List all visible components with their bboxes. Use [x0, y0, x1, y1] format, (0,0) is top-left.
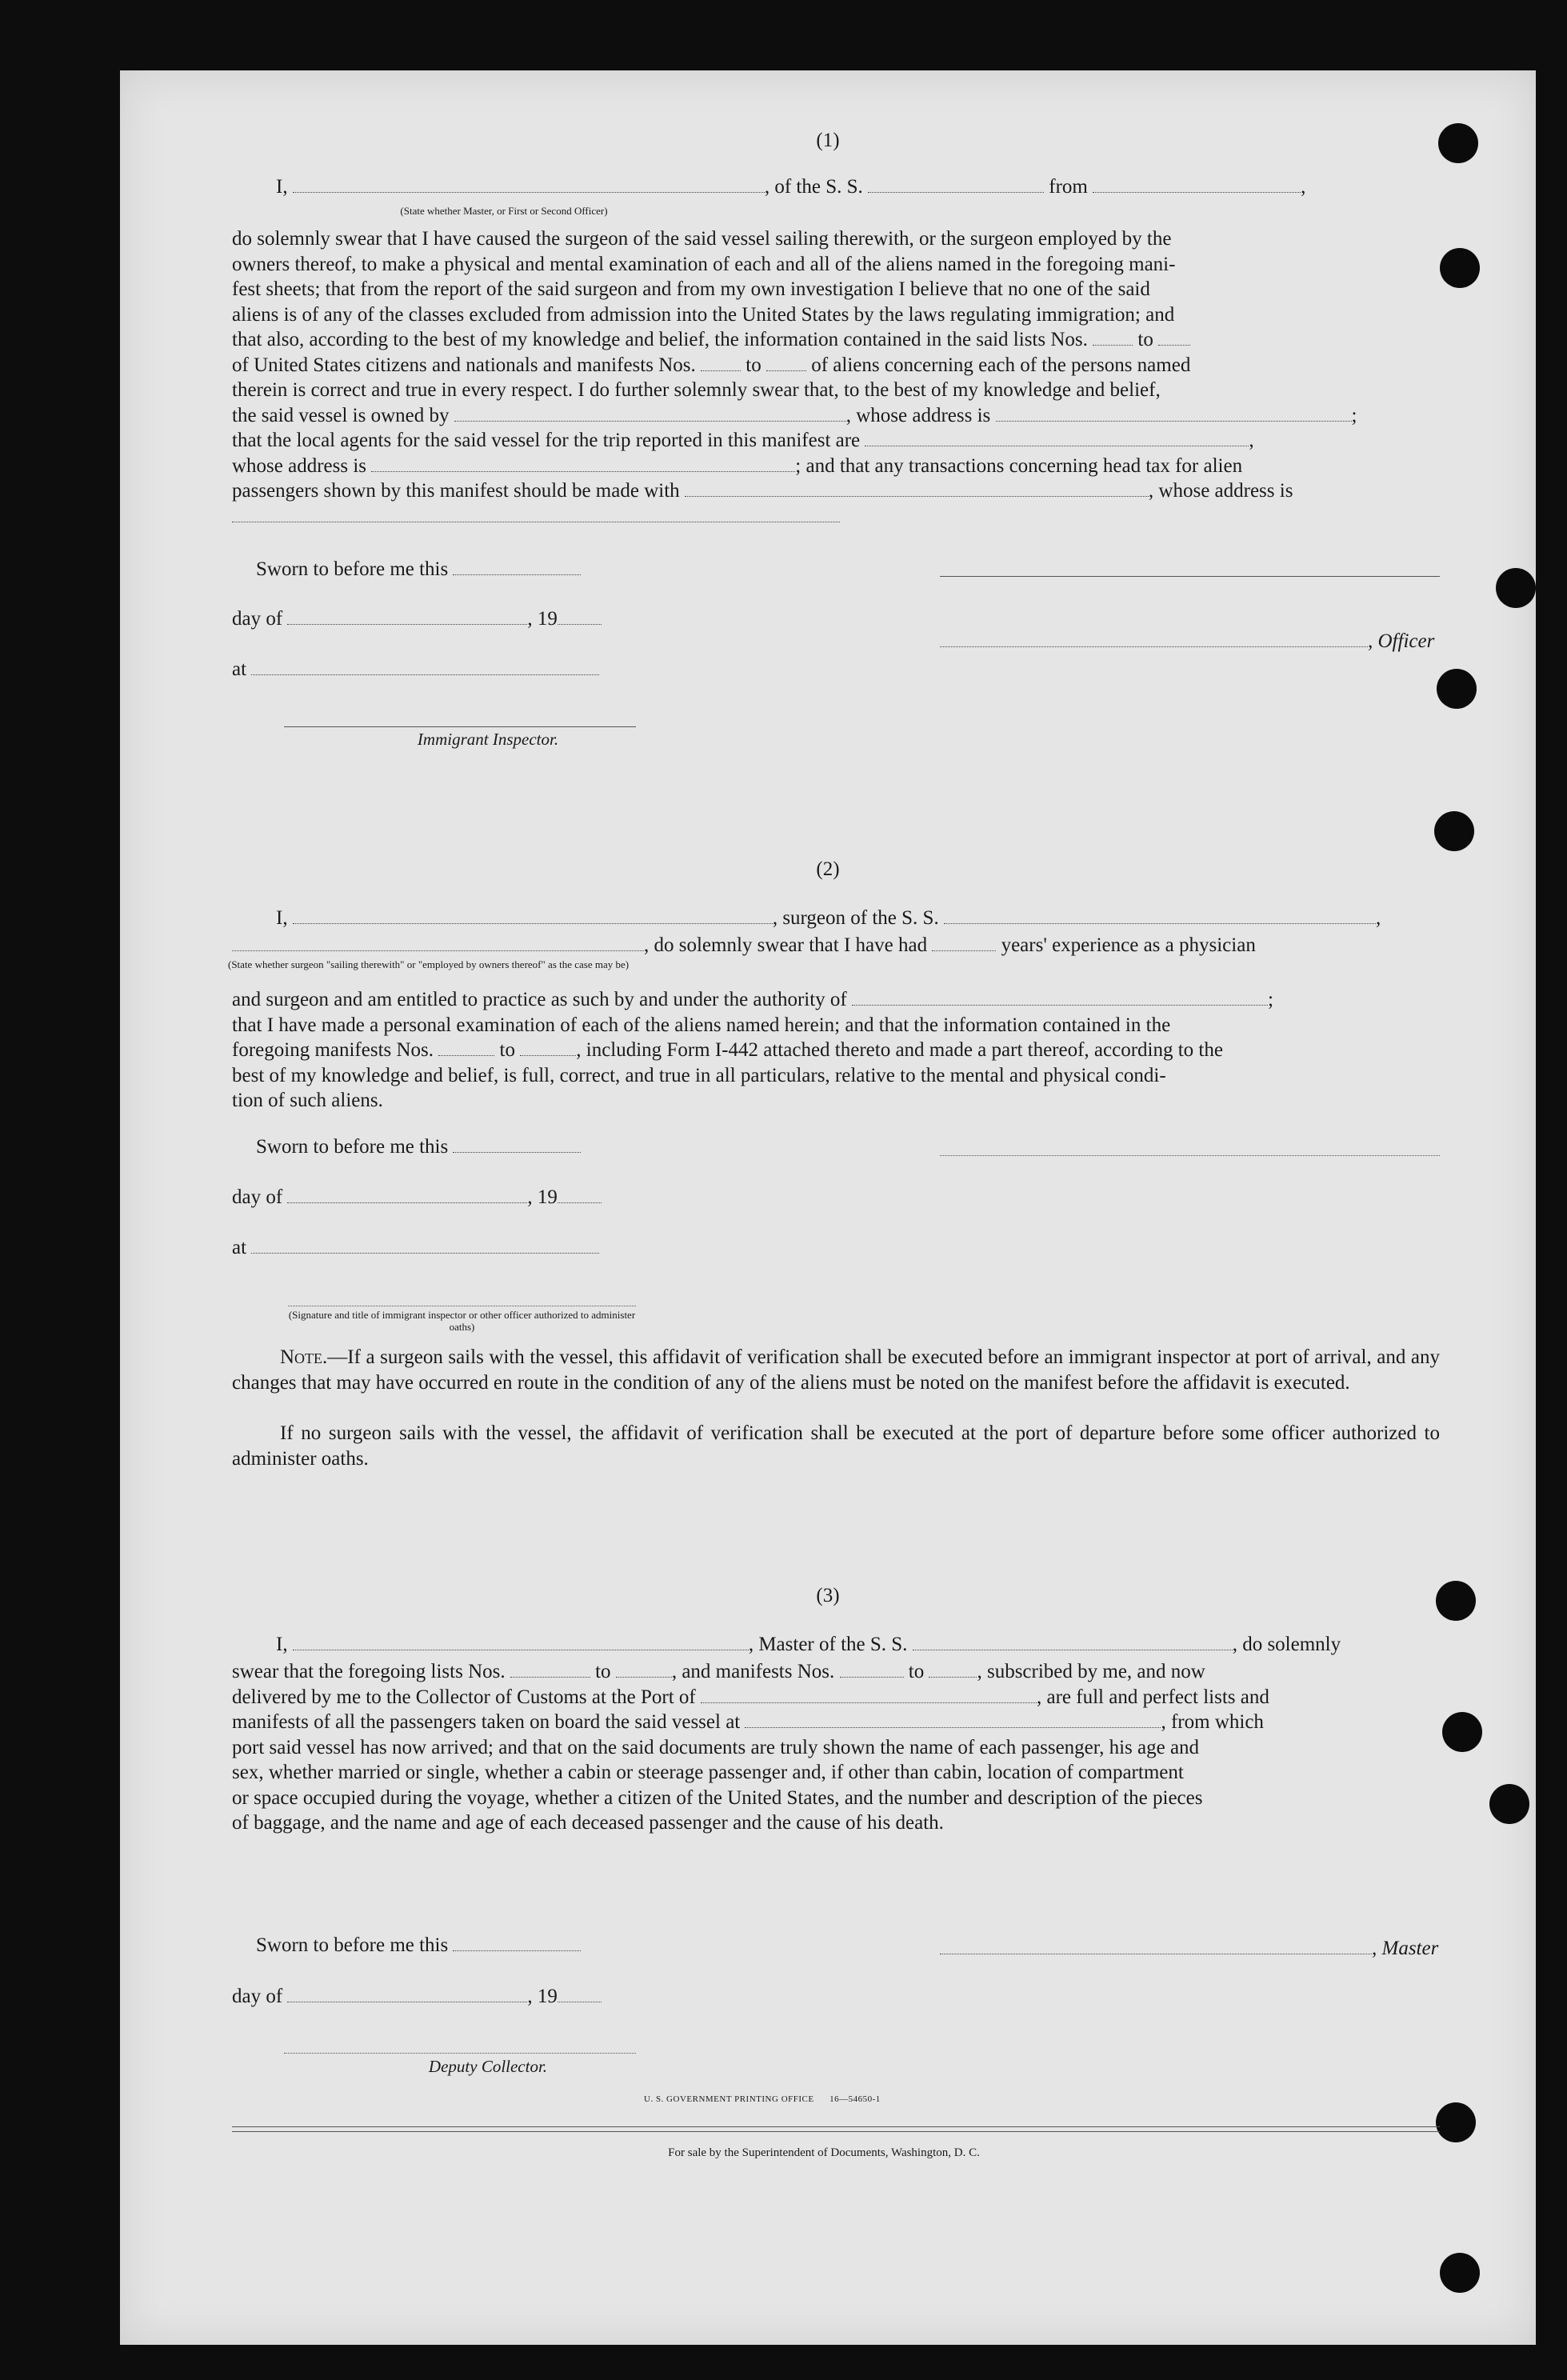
punch-hole: [1440, 248, 1480, 288]
master-name-field[interactable]: [293, 1649, 749, 1650]
officer-name-field[interactable]: [293, 191, 765, 193]
master-manifests-from-field[interactable]: [840, 1676, 904, 1678]
surgeon-manifests-to-field[interactable]: [520, 1054, 576, 1056]
officer-signature-line[interactable]: [940, 576, 1440, 577]
sworn-day-field-1[interactable]: [453, 574, 581, 575]
authorized-officer-caption: (Signature and title of immigrant inspector or other officer authorized to administer oaths): [288, 1309, 636, 1333]
section-1-number: (1): [816, 130, 840, 151]
at-place-field-2[interactable]: [251, 1252, 599, 1254]
punch-hole: [1442, 1712, 1482, 1752]
note-paragraph-2: If no surgeon sails with the vessel, the affidavit of verification shall be executed at the port of departure before some officer authorized to administer oaths.: [232, 1422, 1440, 1470]
officer-title-field[interactable]: [940, 646, 1368, 647]
for-sale-note: For sale by the Superintendent of Documents, Washington, D. C.: [668, 2146, 980, 2159]
year-field-1[interactable]: [558, 623, 602, 625]
head-tax-party-field[interactable]: [685, 495, 1149, 497]
note-paragraph: Note.—If a surgeon sails with the vessel, this affidavit of verification shall be executed before an immigrant inspector at port of arrival, and any changes that may have occurred en route in the condition of any of the aliens must be noted on the manifest before the affidavit is executed.: [232, 1346, 1440, 1394]
master-vessel-field[interactable]: [913, 1649, 1233, 1650]
punch-hole: [1436, 1581, 1476, 1621]
document-page: (1) I, , of the S. S. from , (State whether Master, or First or Second Officer) do solemnly swear that I have caused the surgeon of the said vessel sailing therewith, or the surgeon employed by the owners thereof, to make a physical and mental examination of each and all of the aliens named in the foregoing mani- fest sheets; that from the report of the said surgeon and from my own investigation I believe that no one of the said aliens is of any of the classes excluded from admission into the United States by the laws regulating immigration; and that also, according to the best of my knowledge and belief, the information contained in the said lists Nos. to of United States citizens and nationals and manifests Nos. to of aliens concerning each of the persons named therein is correct and true in every respect. I do further solemnly swear that, to the best of my knowledge and belief, the said vessel is owned by , whose address is ; that the local agents for the said vessel for the trip reported in this manifest are , whose address is ; and that any transactions concerning head tax for alien passengers shown by this manifest should be made with , whose address is Sworn to before me this day of , 19 , Officer at Immigrant Inspector. (2) I, , surgeon of the S. S. , , do solemnly swear that I have had years' experience as a physician (State whether surgeon "sailing therewith" or "employed by owners thereof" as the case may be) and surgeon and am entitled to practice as such by and under the authority of ; that I have made a personal examination of each of the aliens named herein; and that the information contained in the foregoing manifests Nos. to , including Form I-442 attached thereto and made a part thereof, according to the best of my knowledge and belief, is full, correct, and true in all particulars, relative to the mental and physical condi- tion of such aliens. Sworn to before me this day of , 19 at (Signature and title of immigrant inspector or other officer authorized to administer oaths) Note.—If a surgeon sails with the vessel, this affidavit of verification shall be executed before an immigrant inspector at port of arrival, and any changes that may have occurred en route in the condition of any of the aliens must be noted on the manifest before the affidavit is executed. If no surgeon sails with the vessel, the affidavit of verification shall be executed at the port of departure before some officer authorized to administer oaths. (3) I, , Master of the S. S. , do solemnly swear that the foregoing lists Nos. to , and manifests Nos. to , subscribed by me, and now delivered by me to the Collector of Customs at the Port of , are full and perfect lists and manifests of all the passengers taken on board the said vessel at , from which port said vessel has now arrived; and that on the said documents are truly shown the name of each passenger, his age and sex, whether married or single, whether a cabin or steerage passenger and, if other than cabin, location of compartment or space occupied during the voyage, whether a citizen of the United States, and the number and description of the pieces of baggage, and the name and age of each deceased passenger and the cause of his death. Sworn to before me this , Master day of , 19 Deputy Collector. U. S. GOVERNMENT PRINTING OFFICE 16—54650-1 For sale by the Superintendent of Documents, Washington, D. C.: [120, 70, 1536, 2345]
at-line-1: at: [232, 658, 599, 681]
section-2-number: (2): [816, 858, 840, 880]
label-from: from: [1049, 176, 1088, 198]
punch-hole: [1437, 669, 1477, 709]
month-field-3[interactable]: [287, 2001, 527, 2002]
month-field-1[interactable]: [287, 623, 527, 625]
from-port-field[interactable]: [1093, 191, 1301, 193]
section-1-body: do solemnly swear that I have caused the surgeon of the said vessel sailing therewith, or the surgeon employed by the owners thereof, to make a physical and mental examination of each and all of the aliens named in the foregoing mani- fest sheets; that from the report of the said surgeon and from my own investigation I believe that no one of the said aliens is of any of the classes excluded from admission into the United States by the laws regulating immigration; and that also, according to the best of my knowledge and belief, the information contained in the said lists Nos. to of United States citizens and nationals and manifests Nos. to of aliens concerning each of the persons named therein is correct and true in every respect. I do further solemnly swear that, to the best of my knowledge and belief, the said vessel is owned by , whose address is ; that the local agents for the said vessel for the trip reported in this manifest are , whose address is ; and that any transactions concerning head tax for alien passengers shown by this manifest should be made with , whose address is: [232, 226, 1440, 529]
sworn-line-1: Sworn to before me this: [256, 558, 581, 581]
punch-hole: [1434, 811, 1474, 851]
surgeon-name-field[interactable]: [293, 922, 773, 924]
sworn-line-3: Sworn to before me this: [256, 1934, 581, 1957]
lists-to-field[interactable]: [1158, 344, 1190, 346]
day-of-line-3: day of , 19: [232, 1986, 602, 2008]
inspector-label: Immigrant Inspector.: [417, 730, 559, 749]
footer-rule: [232, 2126, 1440, 2127]
section-3-number: (3): [816, 1585, 840, 1606]
years-experience-field[interactable]: [932, 950, 996, 951]
year-field-2[interactable]: [558, 1202, 602, 1203]
inspector-signature-line[interactable]: [284, 726, 636, 727]
head-tax-address-field[interactable]: [232, 521, 840, 522]
month-field-2[interactable]: [287, 1202, 527, 1203]
punch-hole: [1496, 568, 1536, 608]
collector-port-field[interactable]: [701, 1702, 1037, 1703]
footer-rule-2: [232, 2131, 1440, 2132]
local-agents-field[interactable]: [865, 445, 1249, 446]
owner-address-field[interactable]: [996, 420, 1352, 422]
manifests-from-field[interactable]: [701, 370, 741, 371]
sworn-day-field-3[interactable]: [453, 1950, 581, 1951]
authority-field[interactable]: [852, 1004, 1268, 1006]
at-line-2: at: [232, 1237, 599, 1259]
surgeon-caption: (State whether surgeon "sailing therewith" or "employed by owners thereof" as the case may be): [228, 958, 630, 970]
section-3-body: swear that the foregoing lists Nos. to , and manifests Nos. to , subscribed by me, and now delivered by me to the Collector of Customs at the Port of , are full and perfect lists and manifests of all the passengers taken on board the said vessel at , from which port said vessel has now arrived; and that on the said documents are truly shown the name of each passenger, his age and sex, whether married or single, whether a cabin or steerage passenger and, if other than cabin, location of compartment or space occupied during the voyage, whether a citizen of the United States, and the number and description of the pieces of baggage, and the name and age of each deceased passenger and the cause of his death.: [232, 1661, 1269, 1834]
owner-field[interactable]: [454, 420, 846, 422]
gpo-imprint: U. S. GOVERNMENT PRINTING OFFICE 16—54650-1: [644, 2094, 881, 2104]
surgeon-manifests-from-field[interactable]: [438, 1054, 494, 1056]
agents-address-field[interactable]: [371, 470, 795, 472]
collector-signature-line[interactable]: [284, 2053, 636, 2054]
sworn-line-2: Sworn to before me this: [256, 1136, 581, 1158]
label-of-ss: , of the S. S.: [764, 176, 863, 198]
year-field-3[interactable]: [558, 2001, 602, 2002]
collector-label: Deputy Collector.: [428, 2057, 548, 2076]
at-place-field-1[interactable]: [251, 674, 599, 675]
day-of-line-2: day of , 19: [232, 1186, 602, 1209]
section-2-body: and surgeon and am entitled to practice as such by and under the authority of ; that I have made a personal examination of each of the aliens named herein; and that the information contained in the foregoing manifests Nos. to , including Form I-442 attached thereto and made a part thereof, according to the best of my knowledge and belief, is full, correct, and true in all particulars, relative to the mental and physical condi- tion of such aliens.: [232, 989, 1273, 1111]
punch-hole: [1438, 123, 1478, 163]
master-label: , Master: [1372, 1938, 1439, 1959]
master-signature-line[interactable]: [940, 1953, 1372, 1954]
surgeon-vessel-field[interactable]: [944, 922, 1376, 924]
label-i: I,: [276, 176, 288, 198]
departure-port-field[interactable]: [745, 1726, 1161, 1728]
lists-from-field[interactable]: [1093, 344, 1133, 346]
punch-hole: [1489, 1784, 1529, 1824]
vessel-name-field[interactable]: [868, 191, 1044, 193]
surgeon-signature-line[interactable]: [940, 1155, 1440, 1156]
master-lists-from-field[interactable]: [510, 1676, 590, 1678]
officer-label: , Officer: [1368, 630, 1435, 652]
manifests-to-field[interactable]: [766, 370, 806, 371]
sworn-day-field-2[interactable]: [453, 1151, 581, 1153]
punch-hole: [1440, 2253, 1480, 2293]
punch-hole: [1436, 2102, 1476, 2142]
master-manifests-to-field[interactable]: [929, 1676, 977, 1678]
master-lists-to-field[interactable]: [616, 1676, 672, 1678]
surgeon-status-field[interactable]: [232, 950, 644, 951]
day-of-line-1: day of , 19: [232, 608, 602, 630]
officer-caption: (State whether Master, or First or Second Officer): [400, 205, 608, 217]
